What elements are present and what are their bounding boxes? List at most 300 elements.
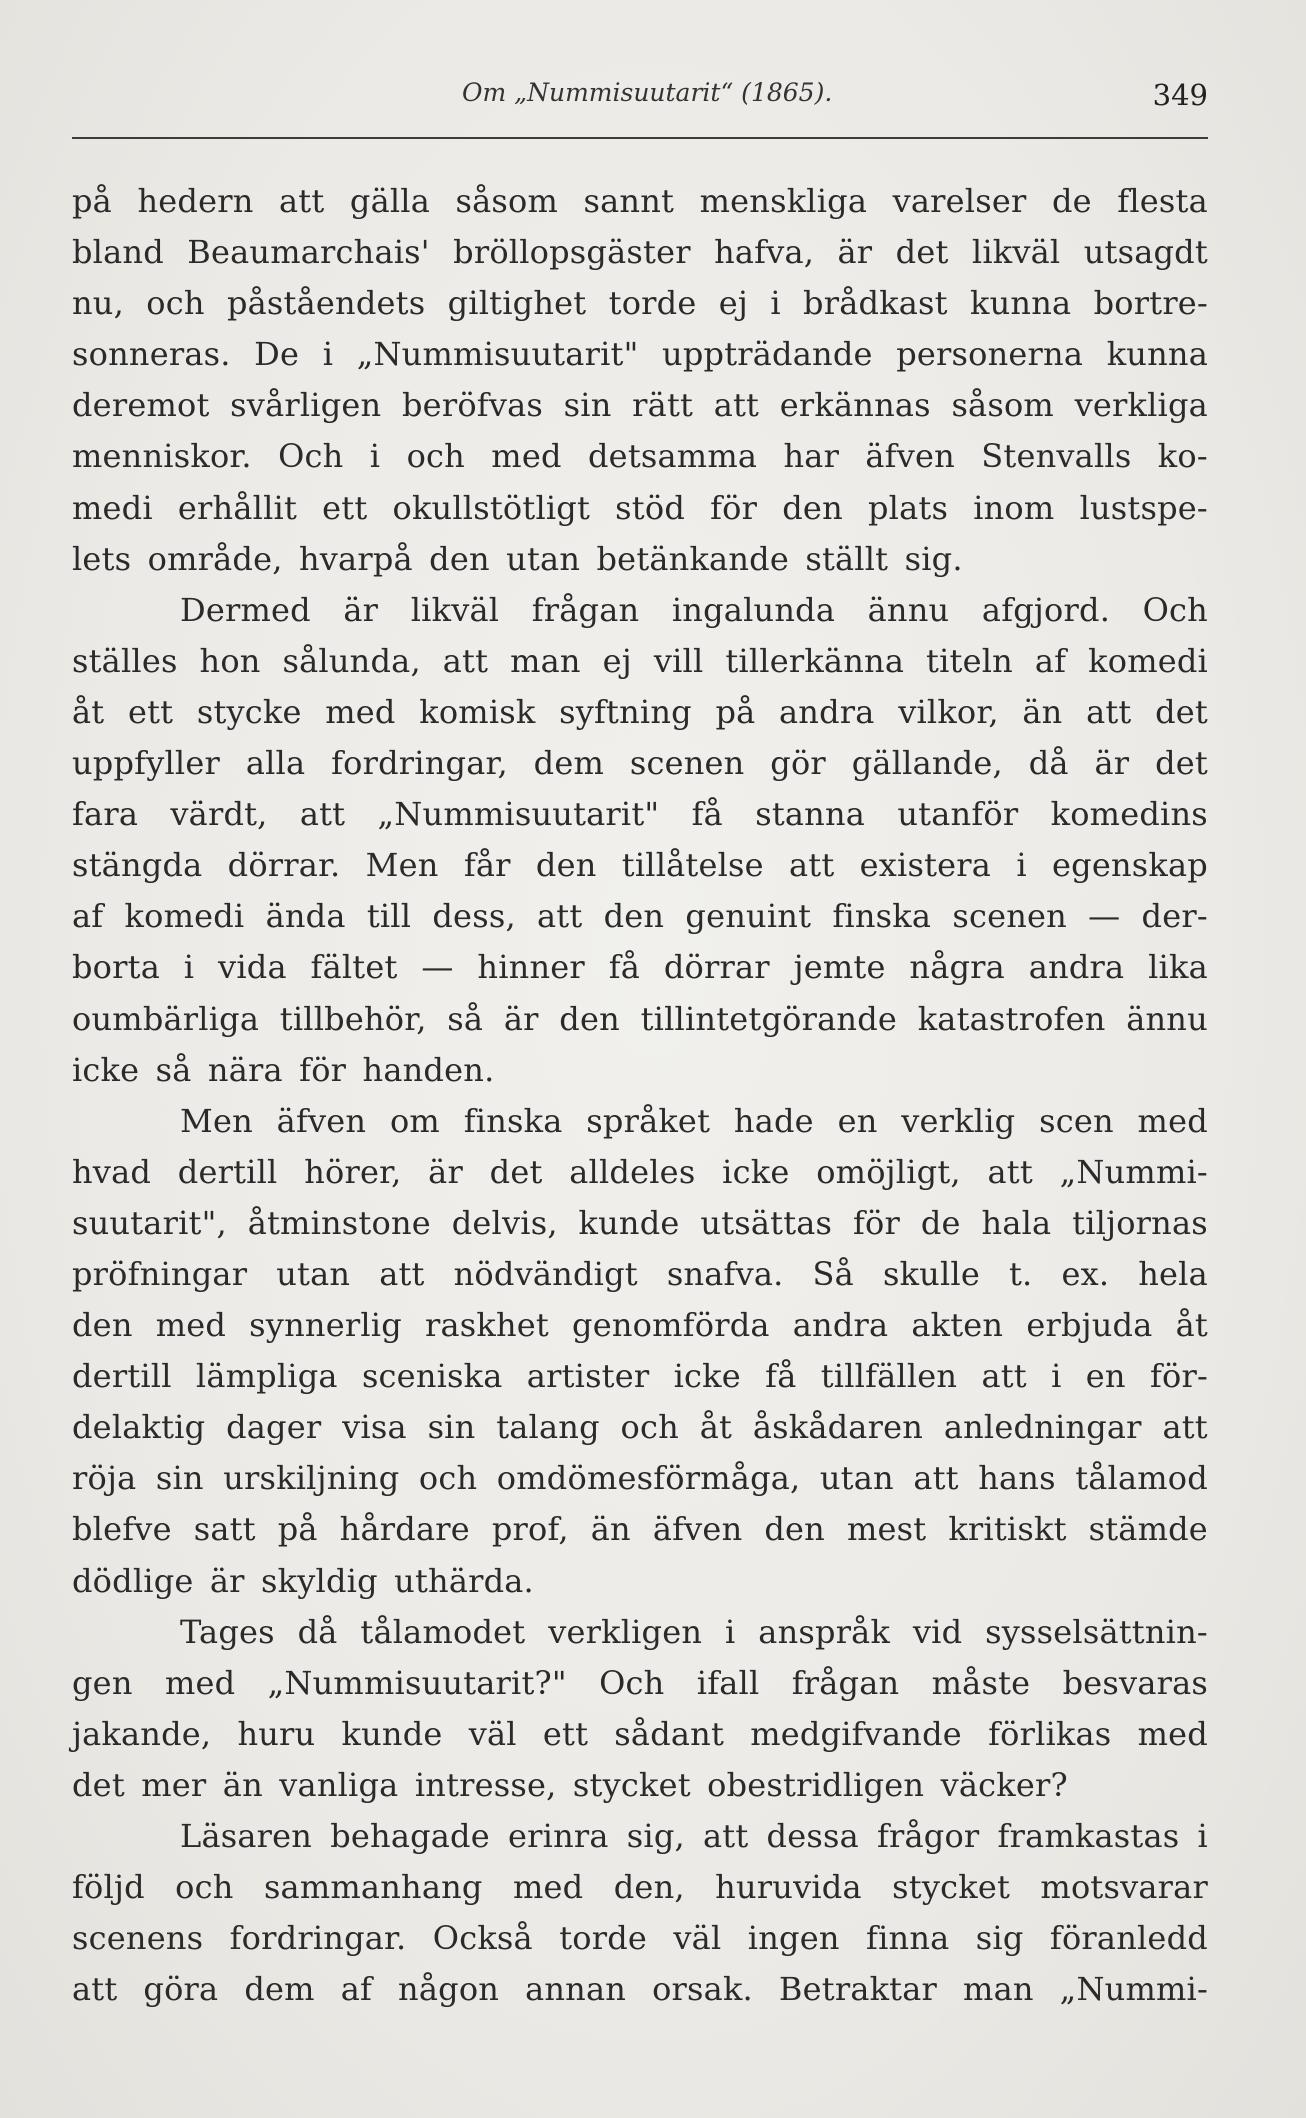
- word: dess,: [432, 897, 516, 936]
- page-header: [72, 78, 1208, 118]
- text-line: [72, 738, 1208, 789]
- word: alldeles: [569, 1152, 696, 1191]
- word: giltighet: [447, 284, 587, 323]
- word: såsom: [455, 182, 559, 220]
- word: åt: [699, 1408, 733, 1447]
- word: kunna: [1106, 335, 1208, 374]
- word: existera: [859, 846, 992, 885]
- word: annan: [525, 1970, 627, 2009]
- word: bland: [72, 233, 164, 272]
- word: den: [782, 488, 843, 527]
- text-line: [72, 1453, 1208, 1504]
- word: hvad: [72, 1152, 152, 1191]
- word: utanför: [897, 795, 1019, 834]
- word: äfven: [276, 1101, 367, 1140]
- word: ingalunda: [671, 590, 836, 629]
- word: titeln: [926, 641, 1013, 680]
- word: flesta: [1117, 182, 1208, 220]
- word: medgifvande: [750, 1714, 962, 1753]
- text-line: [72, 891, 1208, 942]
- word: finna: [866, 1919, 950, 1958]
- word: af: [1034, 641, 1067, 680]
- word: menskliga: [699, 182, 868, 220]
- word: måste: [931, 1663, 1031, 1702]
- word: Också: [432, 1919, 533, 1958]
- word: hörer,: [304, 1152, 402, 1191]
- word: blefve: [72, 1510, 172, 1549]
- word: hela: [1138, 1254, 1208, 1293]
- word: alla: [245, 744, 306, 783]
- word: vill: [653, 641, 704, 680]
- word: fordringar.: [229, 1919, 407, 1958]
- word: dörrar: [663, 948, 770, 987]
- word: värdt,: [170, 795, 268, 834]
- word: dager: [226, 1408, 322, 1447]
- text-line: [72, 483, 1208, 534]
- word: ställes: [72, 641, 178, 680]
- text-line: [72, 1249, 1208, 1300]
- word: den: [535, 846, 597, 885]
- word: i: [1016, 846, 1027, 885]
- word: stängda: [72, 846, 203, 885]
- text-line: [72, 431, 1208, 482]
- word: Men: [365, 846, 439, 885]
- word: förlikas: [988, 1714, 1112, 1753]
- page-number: 349: [1152, 78, 1208, 112]
- word: att: [72, 1970, 118, 2009]
- word: medi: [72, 488, 153, 527]
- word: verklig: [901, 1101, 1016, 1140]
- word: Men: [180, 1101, 253, 1140]
- word: „Nummisuutarit": [377, 795, 660, 834]
- word: en: [837, 1101, 878, 1140]
- word: kritiskt: [948, 1510, 1067, 1549]
- word: de: [920, 1203, 961, 1242]
- word: ko-: [1157, 437, 1208, 476]
- word: lustspe-: [1079, 488, 1208, 527]
- word: deremot: [72, 386, 210, 425]
- text-line: [72, 1862, 1208, 1913]
- word: sålunda,: [282, 641, 421, 680]
- word: lämpliga: [195, 1357, 338, 1396]
- word: sin: [427, 1408, 476, 1447]
- text-line: [72, 636, 1208, 687]
- word: sammanhang: [263, 1868, 483, 1907]
- word: dem: [533, 744, 605, 783]
- word: visa: [342, 1408, 407, 1447]
- word: suutarit",: [72, 1203, 227, 1242]
- word: att: [1086, 692, 1132, 731]
- word: tillfällen: [820, 1357, 958, 1396]
- word: ej: [602, 641, 632, 680]
- word: erbjuda: [1026, 1306, 1153, 1345]
- word: tålamodet: [360, 1612, 526, 1651]
- word: sin: [563, 386, 612, 425]
- word: i: [322, 335, 334, 374]
- word: Beaumarchais': [187, 233, 430, 272]
- running-title: Om „Nummisuutarit“ (1865).: [462, 78, 833, 107]
- word: tillbehör,: [279, 999, 427, 1038]
- word: ej: [718, 284, 749, 323]
- word: gen: [72, 1663, 133, 1702]
- word: i: [183, 948, 195, 987]
- word: det: [1155, 744, 1208, 783]
- word: att: [789, 846, 835, 885]
- word: rätt: [632, 386, 694, 425]
- word: åskådaren: [752, 1408, 924, 1447]
- word: till: [366, 897, 412, 936]
- word: borta: [72, 948, 160, 987]
- word: den: [764, 1510, 825, 1549]
- word: att: [299, 795, 346, 834]
- text-line: lets område, hvarpå den utan betänkande ställt sig.: [72, 539, 963, 578]
- word: utsättas: [700, 1203, 833, 1242]
- word: motsvarar: [1040, 1868, 1208, 1907]
- word: med: [512, 1868, 584, 1907]
- word: urskiljning: [223, 1459, 400, 1498]
- word: är: [837, 233, 873, 272]
- word: snafva.: [666, 1254, 784, 1293]
- word: åtminstone: [247, 1203, 431, 1242]
- word: fara: [72, 795, 139, 834]
- word: frågan: [531, 590, 640, 629]
- word: varelser: [892, 182, 1027, 220]
- word: på: [715, 692, 756, 731]
- word: t.: [1009, 1254, 1033, 1293]
- word: icke: [673, 1357, 741, 1396]
- word: de: [1051, 182, 1092, 220]
- text-line: det mer än vanliga intresse, stycket obestridligen väcker?: [72, 1765, 1068, 1804]
- text-line: [72, 329, 1208, 380]
- text-line: [72, 1351, 1208, 1402]
- word: ännu: [1126, 999, 1208, 1038]
- word: språket: [586, 1101, 711, 1140]
- word: föranledd: [1049, 1919, 1208, 1958]
- word: frågan: [791, 1663, 900, 1702]
- word: andra: [779, 692, 875, 731]
- word: der-: [1141, 897, 1208, 936]
- word: i: [1051, 1357, 1062, 1396]
- word: uppfyller: [72, 744, 221, 783]
- word: dem: [244, 1970, 315, 2009]
- word: ända: [265, 897, 346, 936]
- word: att: [987, 1152, 1033, 1191]
- word: med: [491, 437, 562, 476]
- word: stöd: [615, 488, 686, 527]
- word: än: [590, 1510, 631, 1549]
- word: orsak.: [652, 1970, 753, 2009]
- text-line: [72, 1096, 1208, 1147]
- text-line: [72, 1964, 1208, 2015]
- text-line: [72, 1402, 1208, 1453]
- word: det: [489, 1152, 543, 1191]
- word: hade: [733, 1101, 814, 1140]
- word: af: [340, 1970, 373, 2009]
- word: behagade: [330, 1817, 490, 1855]
- word: få: [608, 948, 641, 987]
- word: nödvändigt: [453, 1254, 638, 1293]
- word: stämde: [1088, 1510, 1208, 1549]
- word: anledningar: [943, 1408, 1142, 1447]
- word: jakande,: [72, 1714, 212, 1753]
- word: genomförda: [572, 1306, 770, 1345]
- word: „Nummi-: [1059, 1970, 1208, 2009]
- word: man: [963, 1970, 1034, 2009]
- word: synnerlig: [249, 1306, 402, 1345]
- word: detsamma: [588, 437, 758, 476]
- text-line: [72, 1709, 1208, 1760]
- word: för: [853, 1203, 901, 1242]
- word: och: [406, 437, 465, 476]
- word: finska: [463, 1101, 563, 1140]
- word: äfven: [652, 1510, 743, 1549]
- text-line: [72, 840, 1208, 891]
- word: Läsaren: [180, 1817, 313, 1855]
- text-line: [72, 1147, 1208, 1198]
- word: genuint: [685, 897, 812, 936]
- text-line: [72, 1607, 1208, 1658]
- word: få: [691, 795, 723, 834]
- word: vilkor,: [898, 692, 999, 731]
- word: tillintetgörande: [640, 999, 898, 1038]
- word: hans: [978, 1459, 1056, 1498]
- word: väl: [673, 1919, 722, 1958]
- word: är: [343, 590, 379, 629]
- word: uppträdande: [662, 335, 873, 374]
- word: tillåtelse: [621, 846, 764, 885]
- word: någon: [398, 1970, 500, 2009]
- text-line: [72, 585, 1208, 636]
- text-line: [72, 942, 1208, 993]
- word: dertill: [72, 1357, 172, 1396]
- word: lika: [1148, 948, 1208, 987]
- word: framkastas: [997, 1817, 1180, 1855]
- word: utsagdt: [1083, 233, 1208, 272]
- word: och: [418, 1459, 478, 1498]
- text-line: [72, 789, 1208, 840]
- word: prof,: [491, 1510, 569, 1549]
- word: sceniska: [361, 1357, 503, 1396]
- word: artister: [526, 1357, 650, 1396]
- word: komisk: [419, 692, 536, 731]
- word: på: [277, 1510, 318, 1549]
- word: det: [1155, 692, 1208, 731]
- word: svårligen: [230, 386, 382, 425]
- word: man: [510, 641, 581, 680]
- text-line: [72, 1300, 1208, 1351]
- text-line: [72, 1811, 1208, 1862]
- word: nu,: [72, 284, 124, 323]
- word: med: [155, 1306, 227, 1345]
- word: talang: [496, 1408, 600, 1447]
- word: sysselsättnin-: [985, 1612, 1208, 1651]
- word: sig: [975, 1919, 1024, 1958]
- word: vid: [912, 1612, 963, 1651]
- word: Så: [812, 1254, 854, 1293]
- word: kunna: [970, 284, 1072, 323]
- word: kunde: [341, 1714, 443, 1753]
- word: fältet: [310, 948, 398, 987]
- word: stanna: [755, 795, 866, 834]
- word: scenen: [629, 744, 745, 783]
- word: skulle: [882, 1254, 980, 1293]
- word: den: [72, 1306, 133, 1345]
- word: utan: [819, 1459, 894, 1498]
- word: „Nummisuutarit?": [267, 1663, 567, 1702]
- text-line: [72, 1658, 1208, 1709]
- text-line: [72, 278, 1208, 329]
- word: likväl: [410, 590, 500, 629]
- word: scen: [1039, 1101, 1114, 1140]
- word: mest: [846, 1510, 927, 1549]
- word: påståendets: [226, 284, 426, 323]
- header-rule: [72, 137, 1208, 139]
- word: då: [297, 1612, 338, 1651]
- word: sannt: [583, 182, 675, 220]
- word: stycket: [892, 1868, 1011, 1907]
- text-line: [72, 994, 1208, 1045]
- text-line: [72, 1504, 1208, 1555]
- word: i: [725, 1612, 736, 1651]
- word: och: [146, 284, 205, 323]
- word: är: [428, 1152, 463, 1191]
- word: scenens: [72, 1919, 204, 1958]
- word: sig,: [626, 1817, 685, 1855]
- word: stycke: [196, 692, 302, 731]
- word: så: [447, 999, 484, 1038]
- word: för-: [1149, 1357, 1208, 1396]
- word: i: [1197, 1817, 1208, 1855]
- text-line: [72, 380, 1208, 431]
- word: hårdare: [339, 1510, 470, 1549]
- word: Betraktar: [778, 1970, 938, 2009]
- word: då: [1028, 744, 1069, 783]
- text-line: [72, 1913, 1208, 1964]
- word: akten: [911, 1306, 1004, 1345]
- word: komedi: [1088, 641, 1208, 680]
- word: dörrar.: [227, 846, 341, 885]
- word: gällande,: [851, 744, 1003, 783]
- word: besvaras: [1062, 1663, 1208, 1702]
- word: delaktig: [72, 1408, 206, 1447]
- text-line: icke så nära för handen.: [72, 1050, 495, 1089]
- word: den: [559, 999, 620, 1038]
- word: brådkast: [803, 284, 948, 323]
- word: Dermed: [180, 590, 311, 629]
- word: raskhet: [424, 1306, 549, 1345]
- word: Stenvalls: [981, 437, 1132, 476]
- word: dessa: [766, 1817, 859, 1855]
- word: följd: [72, 1868, 145, 1907]
- word: icke: [722, 1152, 790, 1191]
- word: finska: [832, 897, 932, 936]
- word: att: [713, 386, 760, 425]
- word: att: [1162, 1408, 1208, 1447]
- word: att: [537, 897, 583, 936]
- word: dertill: [177, 1152, 278, 1191]
- word: och: [620, 1408, 679, 1447]
- word: ett: [542, 1714, 589, 1753]
- word: hala: [981, 1203, 1052, 1242]
- word: torde: [608, 284, 697, 323]
- word: hedern: [137, 182, 254, 220]
- word: är: [1094, 744, 1130, 783]
- word: göra: [143, 1970, 219, 2009]
- word: den: [603, 897, 665, 936]
- text-line: [72, 687, 1208, 738]
- word: pröfningar: [72, 1254, 248, 1293]
- word: „Nummisuutarit": [356, 335, 639, 374]
- word: likväl: [971, 233, 1061, 272]
- word: ett: [127, 692, 174, 731]
- word: åt: [1175, 1306, 1208, 1345]
- word: en: [1085, 1357, 1126, 1396]
- word: och: [175, 1868, 234, 1907]
- word: torde: [559, 1919, 648, 1958]
- word: plats: [868, 488, 949, 527]
- word: andra: [792, 1306, 889, 1345]
- word: i: [770, 284, 781, 323]
- word: „Nummi-: [1059, 1152, 1208, 1191]
- word: gör: [770, 744, 826, 783]
- word: okullstötligt: [392, 488, 591, 527]
- word: tålamod: [1075, 1459, 1208, 1498]
- word: än: [1022, 692, 1063, 731]
- word: menniskor.: [72, 437, 252, 476]
- word: —: [1088, 897, 1121, 936]
- word: får: [463, 846, 511, 885]
- word: huru: [237, 1714, 316, 1753]
- word: få: [765, 1357, 797, 1396]
- word: erinra: [508, 1817, 609, 1855]
- word: jemte: [793, 948, 886, 987]
- word: delvis,: [451, 1203, 558, 1242]
- word: omöjligt,: [816, 1152, 961, 1191]
- word: omdömesförmåga,: [496, 1459, 801, 1498]
- word: hinner: [477, 948, 585, 987]
- word: det: [895, 233, 949, 272]
- word: anspråk: [758, 1612, 891, 1651]
- word: hafva,: [714, 233, 815, 272]
- word: erkännas: [779, 386, 931, 425]
- word: syftning: [559, 692, 692, 731]
- word: att: [279, 182, 325, 220]
- word: med: [1137, 1714, 1208, 1753]
- word: katastrofen: [917, 999, 1106, 1038]
- word: sin: [155, 1459, 204, 1498]
- word: huruvida: [715, 1868, 862, 1907]
- word: scenen: [952, 897, 1067, 936]
- word: verkliga: [1074, 386, 1208, 425]
- word: ifall: [696, 1663, 760, 1702]
- word: är: [503, 999, 539, 1038]
- word: tiljornas: [1072, 1203, 1208, 1242]
- word: —: [421, 948, 454, 987]
- word: fordringar,: [331, 744, 508, 783]
- word: Och: [1142, 590, 1208, 629]
- word: vida: [218, 948, 287, 987]
- word: De: [254, 335, 300, 374]
- word: inom: [973, 488, 1055, 527]
- word: bröllopsgäster: [453, 233, 691, 272]
- word: att: [379, 1254, 425, 1293]
- word: ett: [322, 488, 368, 527]
- text-line: [72, 1198, 1208, 1249]
- word: Och: [599, 1663, 665, 1702]
- word: i: [369, 437, 381, 476]
- word: personerna: [896, 335, 1084, 374]
- body-text: [72, 176, 1208, 2015]
